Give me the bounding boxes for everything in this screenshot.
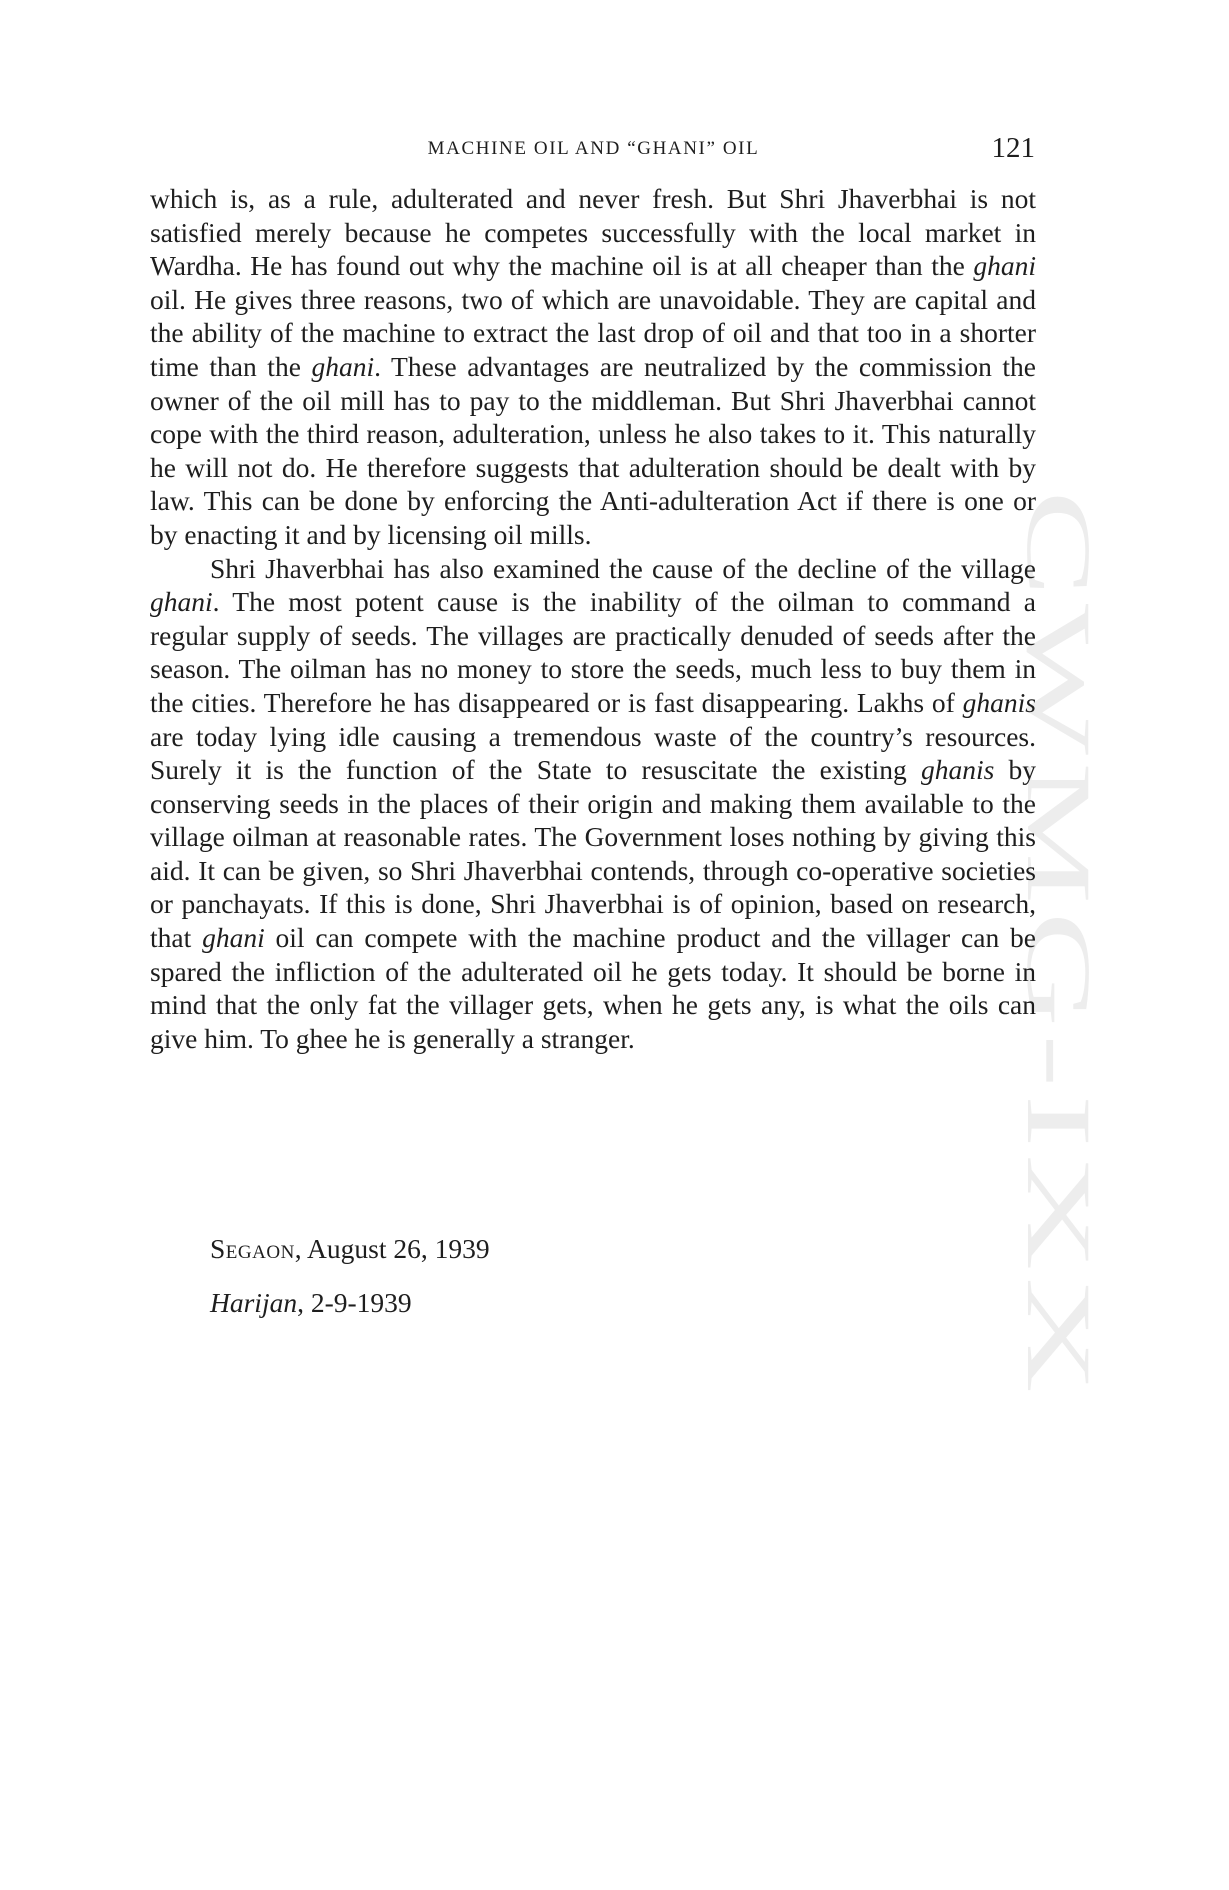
italic-term: ghani — [973, 250, 1036, 282]
source-date: , 2-9-1939 — [297, 1287, 412, 1318]
italic-term: ghanis — [962, 686, 1036, 718]
dateline-date: , August 26, 1939 — [294, 1233, 490, 1264]
paragraph-1: which is, as a rule, adulterated and never fresh. But Shri Jhaverbhai is not satisfied merely because he competes successfully with the local market in Wardha. He has found out why the machine oil is at all cheaper than the ghani oil. He gives three reasons, two of which are unavoidable. They are capital and the ability of the machine to extract the last drop of oil and that too in a shorter time than the ghani. These advantages are neutralized by the commission the owner of the oil mill has to pay to the middleman. But Shri Jhaverbhai cannot cope with the third reason, adulteration, unless he also takes to it. This naturally he will not do. He therefore suggests that adulteration should be dealt with by law. This can be done by enforcing the Anti-adulteration Act if there is one or by enacting it and by licensing oil mills. — [150, 183, 1036, 550]
italic-term: ghani — [150, 586, 213, 618]
running-title: MACHINE OIL AND “GHANI” OIL — [427, 138, 760, 159]
italic-term: ghanis — [920, 754, 995, 786]
running-head — [152, 132, 1035, 172]
italic-term: ghani — [311, 350, 375, 382]
source-citation — [210, 1287, 412, 1319]
dateline — [210, 1233, 490, 1265]
paragraph-2: Shri Jhaverbhai has also examined the cause of the decline of the village ghani. The most potent cause is the inability of the oilman to command a regular supply of seeds. The villages are practically denuded of seeds after the season. The oilman has no money to store the seeds, much less to buy them in the cities. Therefore he has disappeared or is fast disappearing. Lakhs of ghanis are today lying idle causing a tremendous waste of the country’s resources. Surely it is the function of the State to resuscitate the existing ghanis by conserving seeds in the places of their origin and making them available to the village oilman at reasonable rates. The Government loses nothing by giving this aid. It can be given, so Shri Jhaverbhai contends, through co-operative societies or panchayats. If this is done, Shri Jhaverbhai is of opinion, based on research, that ghani oil can compete with the machine product and the villager can be spared the infliction of the adulterated oil he gets today. It should be borne in mind that the only fat the villager gets, when he gets any, is what the oils can give him. To ghee he is generally a stranger. — [150, 552, 1037, 1054]
body-text — [150, 182, 1036, 1055]
source-journal: Harijan — [210, 1287, 298, 1318]
italic-term: ghani — [202, 922, 265, 954]
svg-text:CWMG-IXX: CWMG-IXX — [1010, 490, 1090, 1013]
dateline-place: Segaon — [210, 1233, 295, 1264]
page-number: 121 — [991, 132, 1035, 164]
